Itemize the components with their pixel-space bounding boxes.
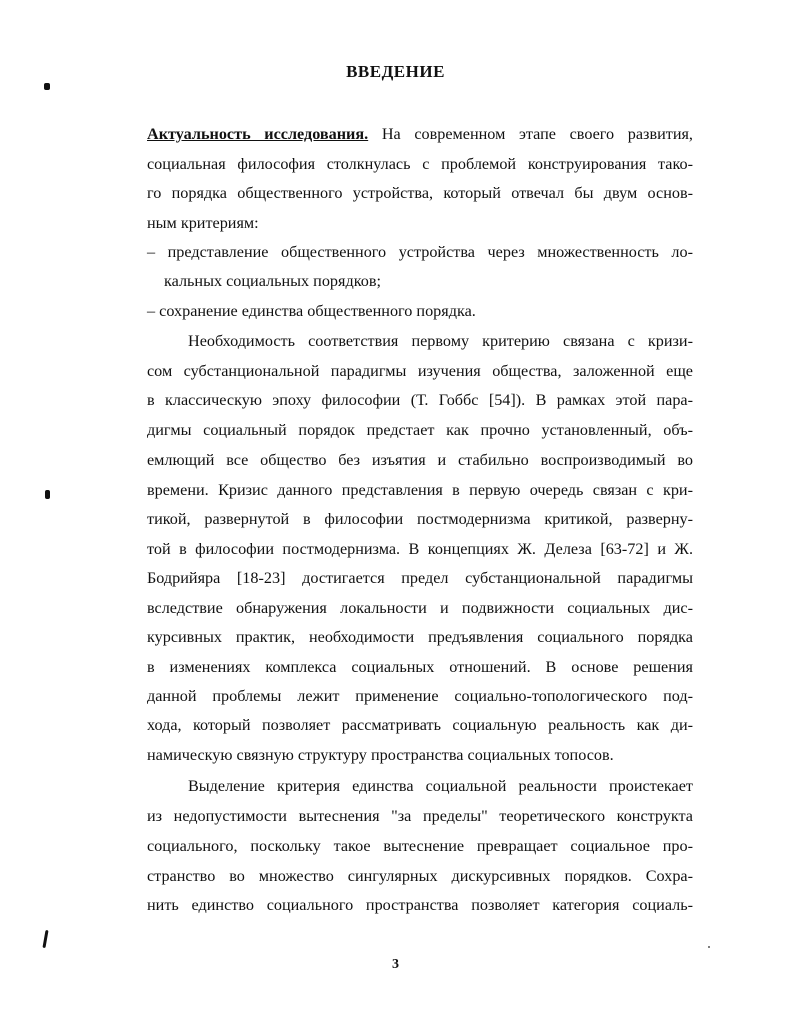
text-line-16: Бодрийяра [18-23] достигается предел субстанциональной парадигмы — [147, 569, 693, 587]
text-line-9: сом субстанциональной парадигмы изучения общества, заложенной еще — [147, 362, 693, 380]
text-line-15: той в философии постмодернизма. В концепциях Ж. Делеза [63-72] и Ж. — [147, 540, 693, 558]
list-item-2: – сохранение единства общественного порядка. — [147, 302, 476, 320]
scan-speck — [708, 946, 710, 948]
text-line-19: в изменениях комплекса социальных отношений. В основе решения — [147, 658, 693, 676]
page-number: 3 — [392, 957, 399, 972]
scan-mark-bottom-left — [42, 930, 48, 948]
text-line-11: дигмы социальный порядок предстает как прочно установленный, объ- — [147, 421, 693, 439]
text-line-2: социальная философия столкнулась с проблемой конструирования тако- — [147, 155, 693, 173]
text-line-4: ным критериям: — [147, 214, 259, 232]
text-line-20: данной проблемы лежит применение социально-топологического под- — [147, 687, 693, 705]
text-line-12: емлющий все общество без изъятия и стабильно воспроизводимый во — [147, 451, 693, 469]
text-line-21: хода, который позволяет рассматривать социальную реальность как ди- — [147, 716, 693, 734]
text-line-1-rest: На современном этапе своего развития, — [368, 125, 693, 143]
text-line-17: вследствие обнаружения локальности и подвижности социальных дис- — [147, 599, 693, 617]
text-line-27: нить единство социального пространства позволяет категория социаль- — [147, 896, 693, 914]
text-line-1 — [147, 124, 693, 144]
list-item-1: – представление общественного устройства через множественность ло- — [147, 243, 693, 261]
text-line-24: из недопустимости вытеснения "за пределы" теоретического конструкта — [147, 807, 693, 825]
text-line-10: в классическую эпоху философии (Т. Гоббс [54]). В рамках этой пара- — [147, 391, 693, 409]
scan-mark-middle-left — [45, 490, 50, 499]
text-line-14: тикой, развернутой в философии постмодернизма критикой, разверну- — [147, 510, 693, 528]
text-line-25: социального, поскольку такое вытеснение превращает социальное про- — [147, 837, 693, 855]
text-line-23: Выделение критерия единства социальной реальности проистекает — [188, 777, 693, 795]
section-heading: Актуальность исследования. — [147, 125, 369, 143]
text-line-26: странство во множество сингулярных дискурсивных порядков. Сохра- — [147, 867, 693, 885]
list-item-1-continuation: кальных социальных порядков; — [164, 272, 381, 290]
text-line-18: курсивных практик, необходимости предъявления социального порядка — [147, 628, 693, 646]
scan-mark-top-left — [44, 83, 50, 90]
page-title: ВВЕДЕНИЕ — [346, 62, 445, 81]
text-line-22: намическую связную структуру пространства социальных топосов. — [147, 746, 614, 764]
text-line-8: Необходимость соответствия первому критерию связана с кризи- — [188, 332, 693, 350]
text-line-3: го порядка общественного устройства, который отвечал бы двум основ- — [147, 184, 693, 202]
text-line-13: времени. Кризис данного представления в первую очередь связан с кри- — [147, 481, 693, 499]
